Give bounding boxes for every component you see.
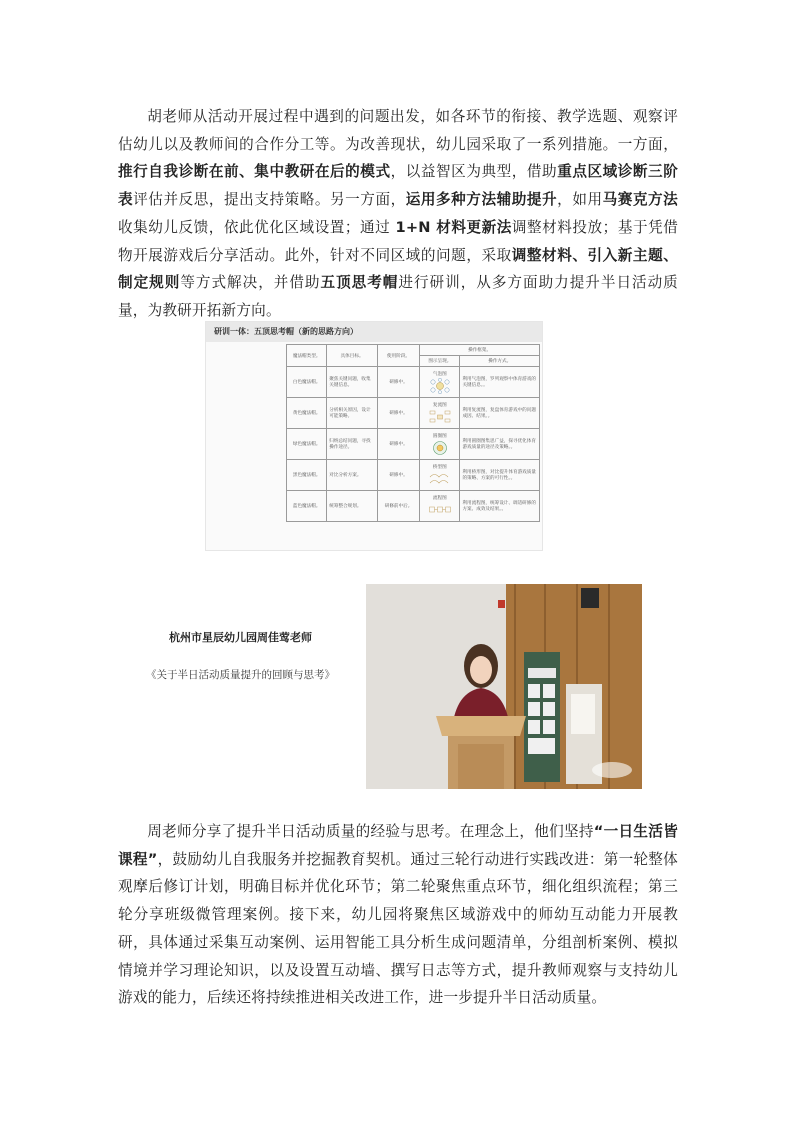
table-row: 黑色魔法帽。 对比分析方案。 研修中。 桥型图 利用桥形图，对比提升体育游戏质量的策略、方案的可行性。。 (287, 460, 540, 491)
header-way: 操作方式。 (460, 356, 540, 367)
bold-phrase: 重点区域诊断三阶表 (118, 163, 678, 209)
speaker-topic: 《关于半日活动质量提升的回顾与思考》 (146, 669, 335, 681)
header-hat-type: 魔法帽类型。 (287, 345, 327, 367)
intro-paragraph: 胡老师从活动开展过程中遇到的问题出发，如各环节的衔接、教学选题、观察评估幼儿以及教师间的合作分工等。为改善现状，幼儿园采取了一系列措施。一方面，推行自我诊断在前、集中教研在后的模式，以益智区为典型，借助重点区域诊断三阶表评估并反思，提出支持策略。另一方面，运用多种方法辅助提升，如用马赛克方法收集幼儿反馈，依此优化区域设置；通过 1+N 材料更新法调整材料投放；基于凭借物开展游戏后分享活动。此外，针对不同区域的问题，采取调整材料、引入新主题、制定规则等方式解决，并借助五顶思考帽进行研训，从多方面助力提升半日活动质量，为教研开拓新方向。 (118, 108, 679, 319)
bubble-map-icon (429, 378, 451, 394)
header-ops: 操作框架。 (420, 345, 540, 356)
bold-phrase: 调整材料、引入新主题、制定规则 (118, 246, 679, 292)
bold-phrase: 五顶思考帽 (320, 274, 399, 292)
five-hats-table (286, 344, 540, 522)
speaker-name: 杭州市星辰幼儿园周佳莺老师 (169, 631, 312, 644)
tool-label: 圆圈图 (432, 433, 447, 439)
multi-flow-map-icon (429, 409, 451, 425)
summary-paragraph: 周老师分享了提升半日活动质量的经验与思考。在理念上，他们坚持“一日生活皆课程”，鼓励幼儿自我服务并挖掘教育契机。通过三轮行动进行实践改进：第一轮整体观摩后修订计划，明确目标并优化环节；第二轮聚焦重点环节，细化组织流程；第三轮分享班级微管理案例。接下来，幼儿园将聚焦区域游戏中的师幼互动能力开展教研，具体通过采集互动案例、运用智能工具分析生成问题清单，分组剖析案例、模拟情境并学习理论知识，以及设置互动墙、撰写日志等方式，提升教师观察与支持幼儿游戏的能力，后续还将持续推进相关改进工作，进一步提升半日活动质量。 (118, 823, 678, 1007)
bold-phrase: 运用多种方法辅助提升 (405, 191, 558, 209)
tool-label: 复流图 (432, 402, 447, 408)
speaker-caption (118, 629, 363, 682)
table-row: 绿色魔法帽。 归纳总结问题，寻找操作途径。 研修中。 圆圈图 利用圆圈图集思广益，探寻优化体育游戏质量的途径及策略。。 (287, 429, 540, 460)
bold-phrase: 马赛克方法 (602, 191, 678, 209)
tool-label: 桥型图 (432, 464, 447, 470)
bold-phrase: 1+N 材料更新法 (395, 218, 512, 236)
header-tool: 图示呈现。 (420, 356, 460, 367)
table-row: 白色魔法帽。 聚焦关键问题，收集关键信息。 研修中。 气泡图 利用气泡图，罗列观察中体育游戏的关键信息。。 (287, 367, 540, 398)
header-goal: 具体目标。 (327, 345, 378, 367)
speaker-photo (366, 584, 642, 789)
speaker-photo-illustration (366, 584, 642, 789)
bold-phrase: “一日生活皆课程” (118, 823, 678, 868)
table-row: 黄色魔法帽。 分析相关原因，设计可能策略。 研修中。 复流图 利用复流图，复盘体育游戏中的问题成因、结果。。 (287, 398, 540, 429)
tool-label: 流程图 (432, 495, 447, 501)
circle-map-icon (429, 440, 451, 456)
bridge-map-icon (429, 471, 451, 487)
five-hats-table-figure (205, 321, 543, 551)
table-caption: 研训一体：五顶思考帽（新的思路方向） (206, 322, 542, 342)
table-row: 蓝色魔法帽。 统筹整合规划。 研修前中后。 流程图 利用流程图，统筹设计、调适研修的方案、成效及结果。。 (287, 491, 540, 522)
flow-map-icon (429, 502, 451, 518)
tool-label: 气泡图 (432, 371, 447, 377)
bold-phrase: 推行自我诊断在前、集中教研在后的模式 (118, 163, 391, 181)
header-stage: 使用阶段。 (377, 345, 419, 367)
